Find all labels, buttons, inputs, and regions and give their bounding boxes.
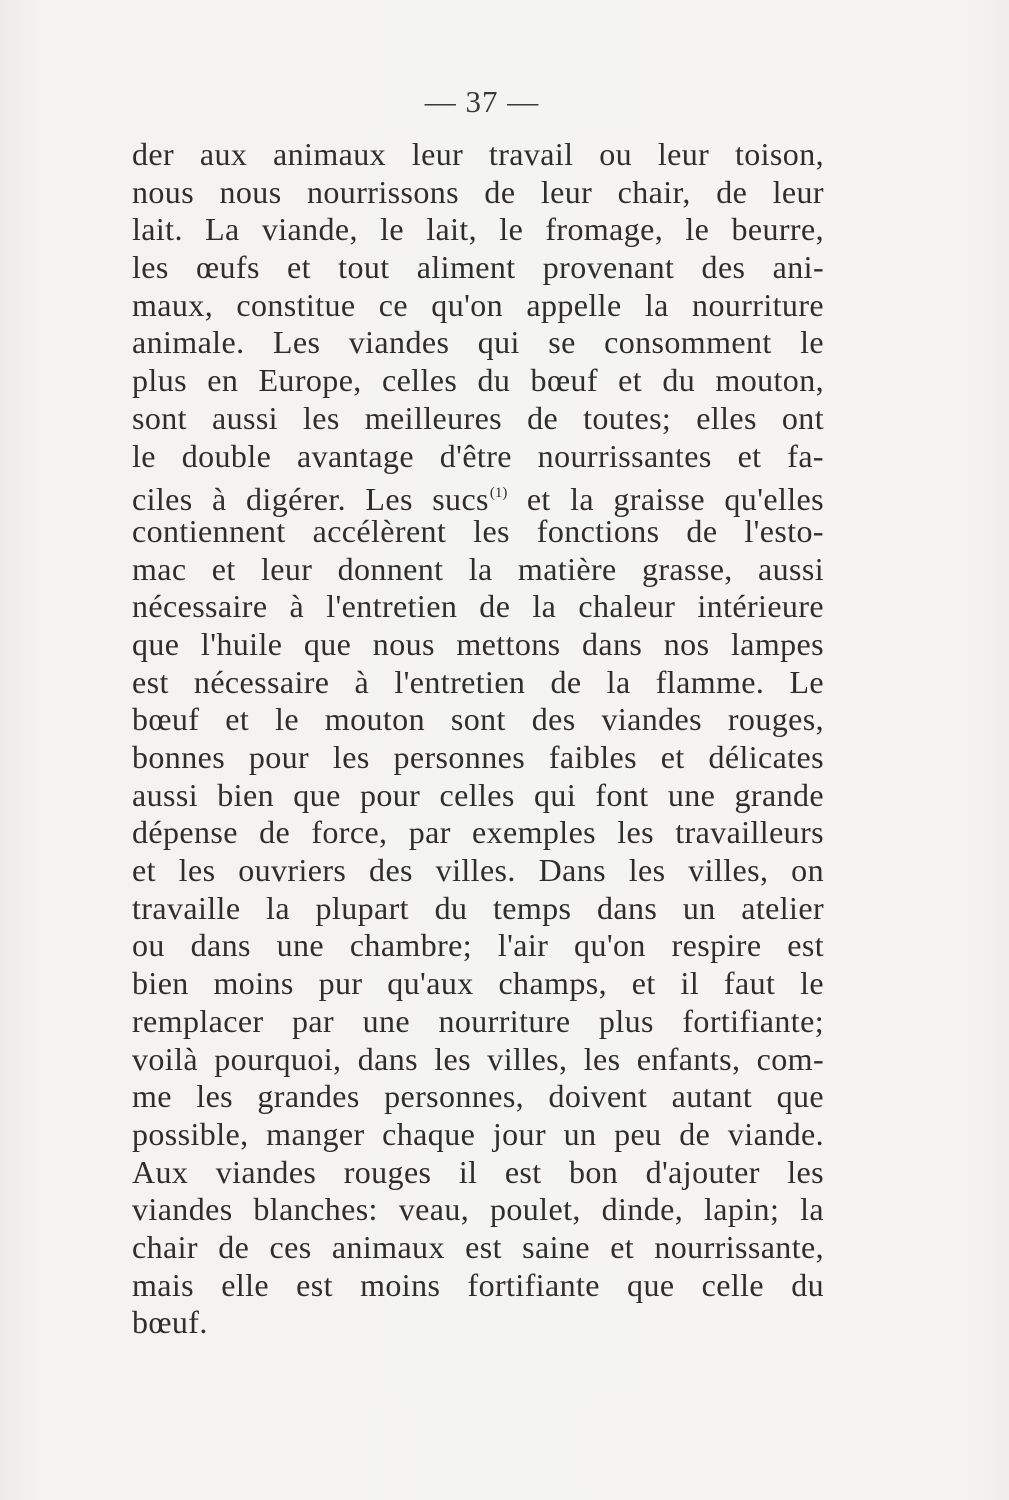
text-line: chair de ces animaux est saine et nourrissante, (132, 1228, 824, 1265)
text-line: dépense de force, par exemples les travailleurs (132, 814, 824, 851)
text-line: der aux animaux leur travail ou leur toison, (132, 136, 824, 172)
text-line: bœuf et le mouton sont des viandes rouges, (132, 701, 824, 738)
text-line: est nécessaire à l'entretien de la flamme. Le (132, 663, 824, 700)
text-segment: ciles à digérer. Les sucs (132, 481, 489, 518)
text-line: nécessaire à l'entretien de la chaleur intérieure (132, 588, 824, 625)
text-line: contiennent accélèrent les fonctions de l'esto- (132, 512, 824, 549)
text-line: maux, constitue ce qu'on appelle la nourriture (132, 286, 824, 323)
text-line-with-footnote (132, 475, 825, 518)
text-line: travaille la plupart du temps dans un atelier (132, 889, 824, 926)
text-line: plus en Europe, celles du bœuf et du mouton, (132, 362, 824, 399)
text-line: viandes blanches: veau, poulet, dinde, lapin; la (132, 1191, 824, 1228)
text-line: possible, manger chaque jour un peu de viande. (132, 1115, 824, 1152)
footnote-marker[interactable]: (1) (489, 485, 508, 502)
text-line: animale. Les viandes qui se consomment le (132, 324, 824, 361)
text-line: sont aussi les meilleures de toutes; elles ont (132, 399, 824, 436)
text-line: lait. La viande, le lait, le fromage, le beurre, (132, 211, 824, 248)
text-line: bien moins pur qu'aux champs, et il faut le (132, 965, 824, 1002)
text-line: remplacer par une nourriture plus fortifiante; (132, 1002, 824, 1039)
text-line: me les grandes personnes, doivent autant que (132, 1078, 824, 1115)
text-line: mais elle est moins fortifiante que celle du (132, 1266, 824, 1303)
text-line: voilà pourquoi, dans les villes, les enfants, com- (132, 1040, 824, 1077)
text-line: ou dans une chambre; l'air qu'on respire est (132, 927, 824, 964)
body-text (132, 136, 824, 1342)
text-line: nous nous nourrissons de leur chair, de leur (132, 173, 824, 210)
text-line: et les ouvriers des villes. Dans les villes, on (132, 852, 824, 889)
text-line: les œufs et tout aliment provenant des ani- (132, 249, 824, 286)
text-line: Aux viandes rouges il est bon d'ajouter les (132, 1153, 824, 1190)
page-number: — 37 — (424, 84, 540, 119)
text-line: bonnes pour les personnes faibles et délicates (132, 739, 824, 775)
text-line-last: bœuf. (132, 1304, 208, 1341)
text-line: mac et leur donnent la matière grasse, aussi (132, 550, 824, 587)
text-segment: et la graisse qu'elles (526, 481, 825, 518)
text-line: aussi bien que pour celles qui font une grande (132, 776, 824, 813)
text-line: que l'huile que nous mettons dans nos lampes (132, 625, 824, 662)
text-line: le double avantage d'être nourrissantes et fa- (132, 437, 824, 474)
